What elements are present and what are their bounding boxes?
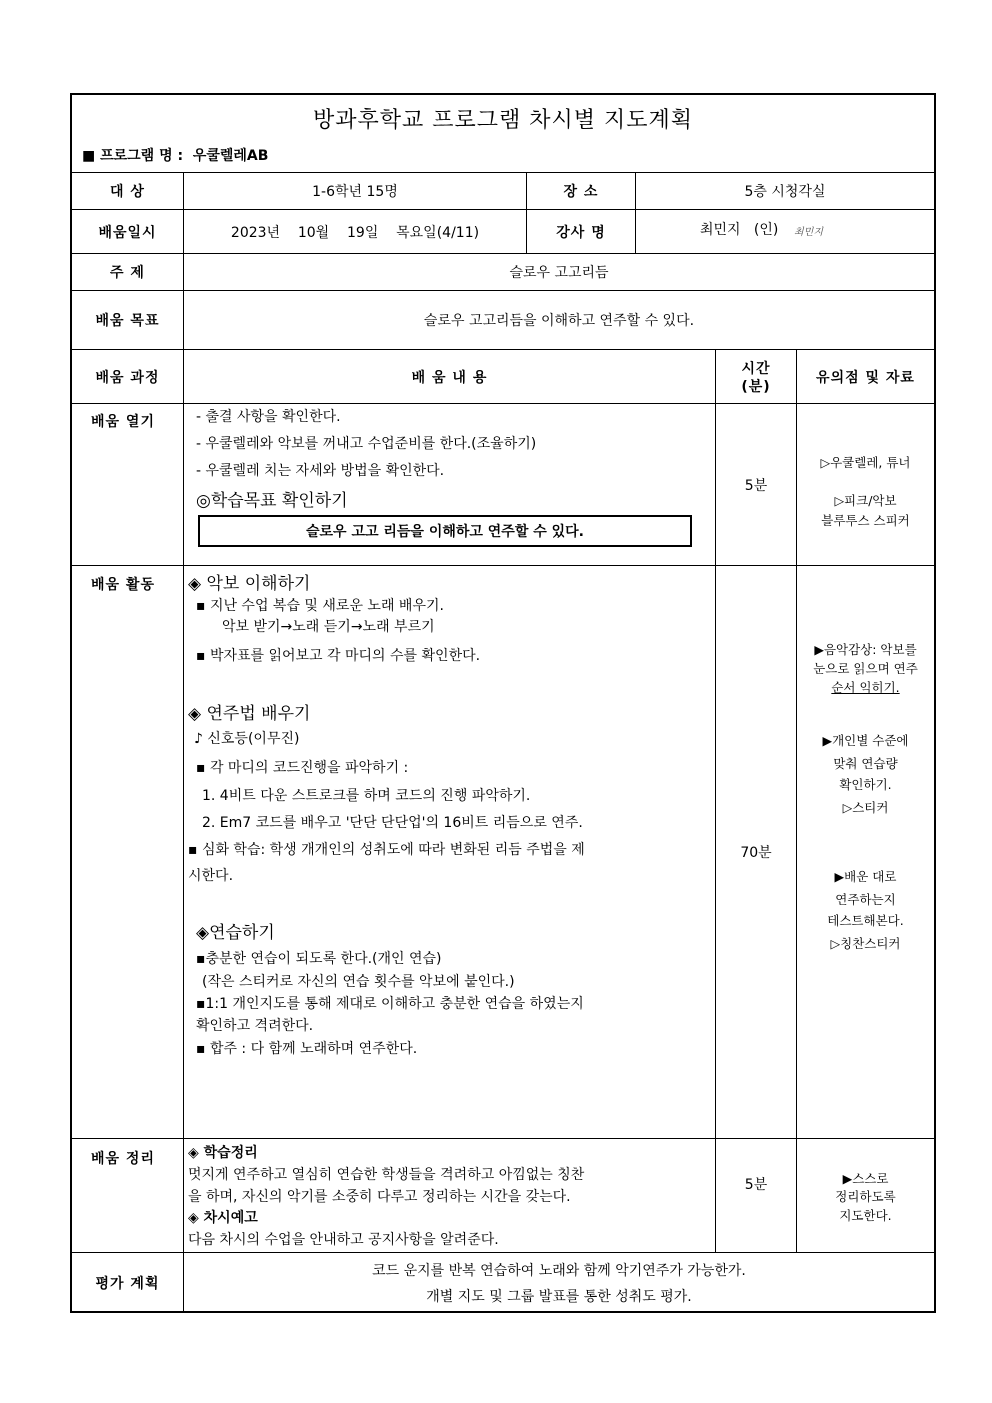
activity-line-3: ▪ 박자표를 읽어보고 각 마디의 수를 확인한다. xyxy=(196,648,481,664)
open-line-3: - 우쿨렐레 치는 자세와 방법을 확인한다. xyxy=(196,463,445,479)
topic-label: 주 제 xyxy=(110,265,145,281)
activity-line-12: ▪1:1 개인지도를 통해 제대로 이해하고 충분한 연습을 하였는지 xyxy=(196,996,584,1012)
activity-line-5: ▪ 각 마디의 코드진행을 파악하기 : xyxy=(196,760,409,776)
teacher-value: 최민지 (인) xyxy=(700,222,779,238)
activity-note-3b: 연주하는지 xyxy=(835,892,896,907)
process-header: 배움 과정 xyxy=(95,369,160,386)
content-header: 배 움 내 용 xyxy=(411,369,488,386)
activity-note-3c: 테스트해본다. xyxy=(827,913,904,928)
topic-value: 슬로우 고고리듬 xyxy=(509,265,609,281)
divider xyxy=(72,565,934,566)
target-value: 1-6학년 15명 xyxy=(312,184,398,200)
open-note-2: ▷피크/악보 xyxy=(834,493,897,508)
close-line-2: 을 하며, 자신의 악기를 소중히 다루고 정리하는 시간을 갖는다. xyxy=(188,1189,571,1205)
open-goal-heading: ◎학습목표 확인하기 xyxy=(196,491,348,511)
activity-note-2d: ▷스티커 xyxy=(842,800,889,815)
activity-line-7: 2. Em7 코드를 배우고 '단단 단단업'의 16비트 리듬으로 연주. xyxy=(202,815,583,831)
activity-note-1b-text: 눈으로 읽으며 연주 xyxy=(813,661,918,676)
target-label: 대 상 xyxy=(110,184,145,200)
eval-label: 평가 계획 xyxy=(95,1276,160,1292)
open-note-1: ▷우쿨렐레, 튜너 xyxy=(820,455,911,470)
activity-time: 70분 xyxy=(740,845,772,861)
open-line-1: - 출결 사항을 확인한다. xyxy=(196,409,341,425)
date-label: 배움일시 xyxy=(98,224,157,241)
notes-header: 유의점 및 자료 xyxy=(816,369,915,386)
program-label: ■ 프로그램 명 : xyxy=(82,148,184,164)
close-heading-1: ◈ 학습정리 xyxy=(188,1145,258,1161)
program-value: 우쿨렐레AB xyxy=(192,148,269,164)
goal-label: 배움 목표 xyxy=(95,313,160,329)
close-heading-2: ◈ 차시예고 xyxy=(188,1210,258,1226)
activity-label: 배움 활동 xyxy=(91,577,155,593)
date-value: 2023년 10월 19일 목요일(4/11) xyxy=(230,224,480,241)
activity-line-6: 1. 4비트 다운 스트로크를 하며 코드의 진행 파악하기. xyxy=(202,788,531,804)
open-label: 배움 열기 xyxy=(91,414,155,430)
open-line-2: - 우쿨렐레와 악보를 꺼내고 수업준비를 한다.(조율하기) xyxy=(196,436,537,452)
goal-value: 슬로우 고고리듬을 이해하고 연주할 수 있다. xyxy=(423,313,695,329)
eval-line-2: 개별 지도 및 그룹 발표를 통한 성취도 평가. xyxy=(426,1289,692,1305)
activity-line-4: ♪ 신호등(이무진) xyxy=(194,731,300,747)
teacher-label: 강사 명 xyxy=(556,224,606,241)
eval-line-1: 코드 운지를 반복 연습하여 노래와 함께 악기연주가 가능한가. xyxy=(372,1263,746,1279)
open-goal-box: 슬로우 고고 리듬을 이해하고 연주할 수 있다. xyxy=(198,515,692,547)
activity-note-2a: ▶개인별 수준에 xyxy=(822,733,909,748)
activity-heading-3: ◈연습하기 xyxy=(196,923,275,943)
activity-line-11: (작은 스티커로 자신의 연습 횟수를 악보에 붙인다.) xyxy=(202,974,515,990)
activity-note-2c: 확인하기. xyxy=(839,777,892,792)
close-note-1: ▶스스로 xyxy=(842,1171,889,1186)
close-note-3: 지도한다. xyxy=(839,1208,892,1223)
close-label: 배움 정리 xyxy=(91,1151,155,1167)
open-time: 5분 xyxy=(744,477,768,494)
activity-line-9: 시한다. xyxy=(188,868,234,884)
divider xyxy=(72,403,934,404)
place-label: 장 소 xyxy=(563,184,599,200)
program-name xyxy=(82,145,268,165)
open-note-3: 블루투스 스피커 xyxy=(821,513,910,528)
activity-note-3a: ▶배운 대로 xyxy=(834,869,897,884)
activity-note-3d: ▷칭찬스티커 xyxy=(830,936,901,951)
close-note-2: 정리하도록 xyxy=(835,1189,896,1204)
activity-line-1: ▪ 지난 수업 복습 및 새로운 노래 배우기. xyxy=(196,598,444,614)
activity-line-2: 악보 받기→노래 듣기→노래 부르기 xyxy=(222,619,435,635)
activity-note-2b: 맞춰 연습량 xyxy=(833,756,898,771)
activity-heading-2: ◈ 연주법 배우기 xyxy=(188,704,311,724)
teacher-signature: 최민지 xyxy=(794,227,823,238)
divider xyxy=(72,1252,934,1253)
activity-line-14: ▪ 합주 : 다 함께 노래하며 연주한다. xyxy=(196,1041,418,1057)
activity-line-10: ▪충분한 연습이 되도록 한다.(개인 연습) xyxy=(196,951,442,967)
place-value: 5층 시청각실 xyxy=(744,184,826,200)
activity-line-13: 확인하고 격려한다. xyxy=(196,1018,314,1034)
close-line-1: 멋지게 연주하고 열심히 연습한 학생들을 격려하고 아낌없는 칭찬 xyxy=(188,1167,585,1183)
activity-line-8: ▪ 심화 학습: 학생 개개인의 성취도에 따라 변화된 리듬 주법을 제 xyxy=(188,842,585,858)
divider xyxy=(72,1138,934,1139)
document-title: 방과후학교 프로그램 차시별 지도계획 xyxy=(312,108,693,133)
teacher-cell xyxy=(636,210,934,253)
time-header-line2: (분) xyxy=(741,379,771,395)
lesson-plan-document xyxy=(70,93,936,1313)
activity-note-1a: ▶음악감상: 악보를 xyxy=(814,642,917,657)
time-header xyxy=(716,350,796,403)
activity-note-1b xyxy=(797,658,934,679)
activity-heading-1: ◈ 악보 이해하기 xyxy=(188,574,311,594)
activity-note-1c: 순서 익히기. xyxy=(831,680,900,695)
close-time: 5분 xyxy=(744,1177,768,1193)
close-line-3: 다음 차시의 수업을 안내하고 공지사항을 알려준다. xyxy=(188,1232,499,1248)
time-header-line1: 시간 xyxy=(741,361,771,377)
